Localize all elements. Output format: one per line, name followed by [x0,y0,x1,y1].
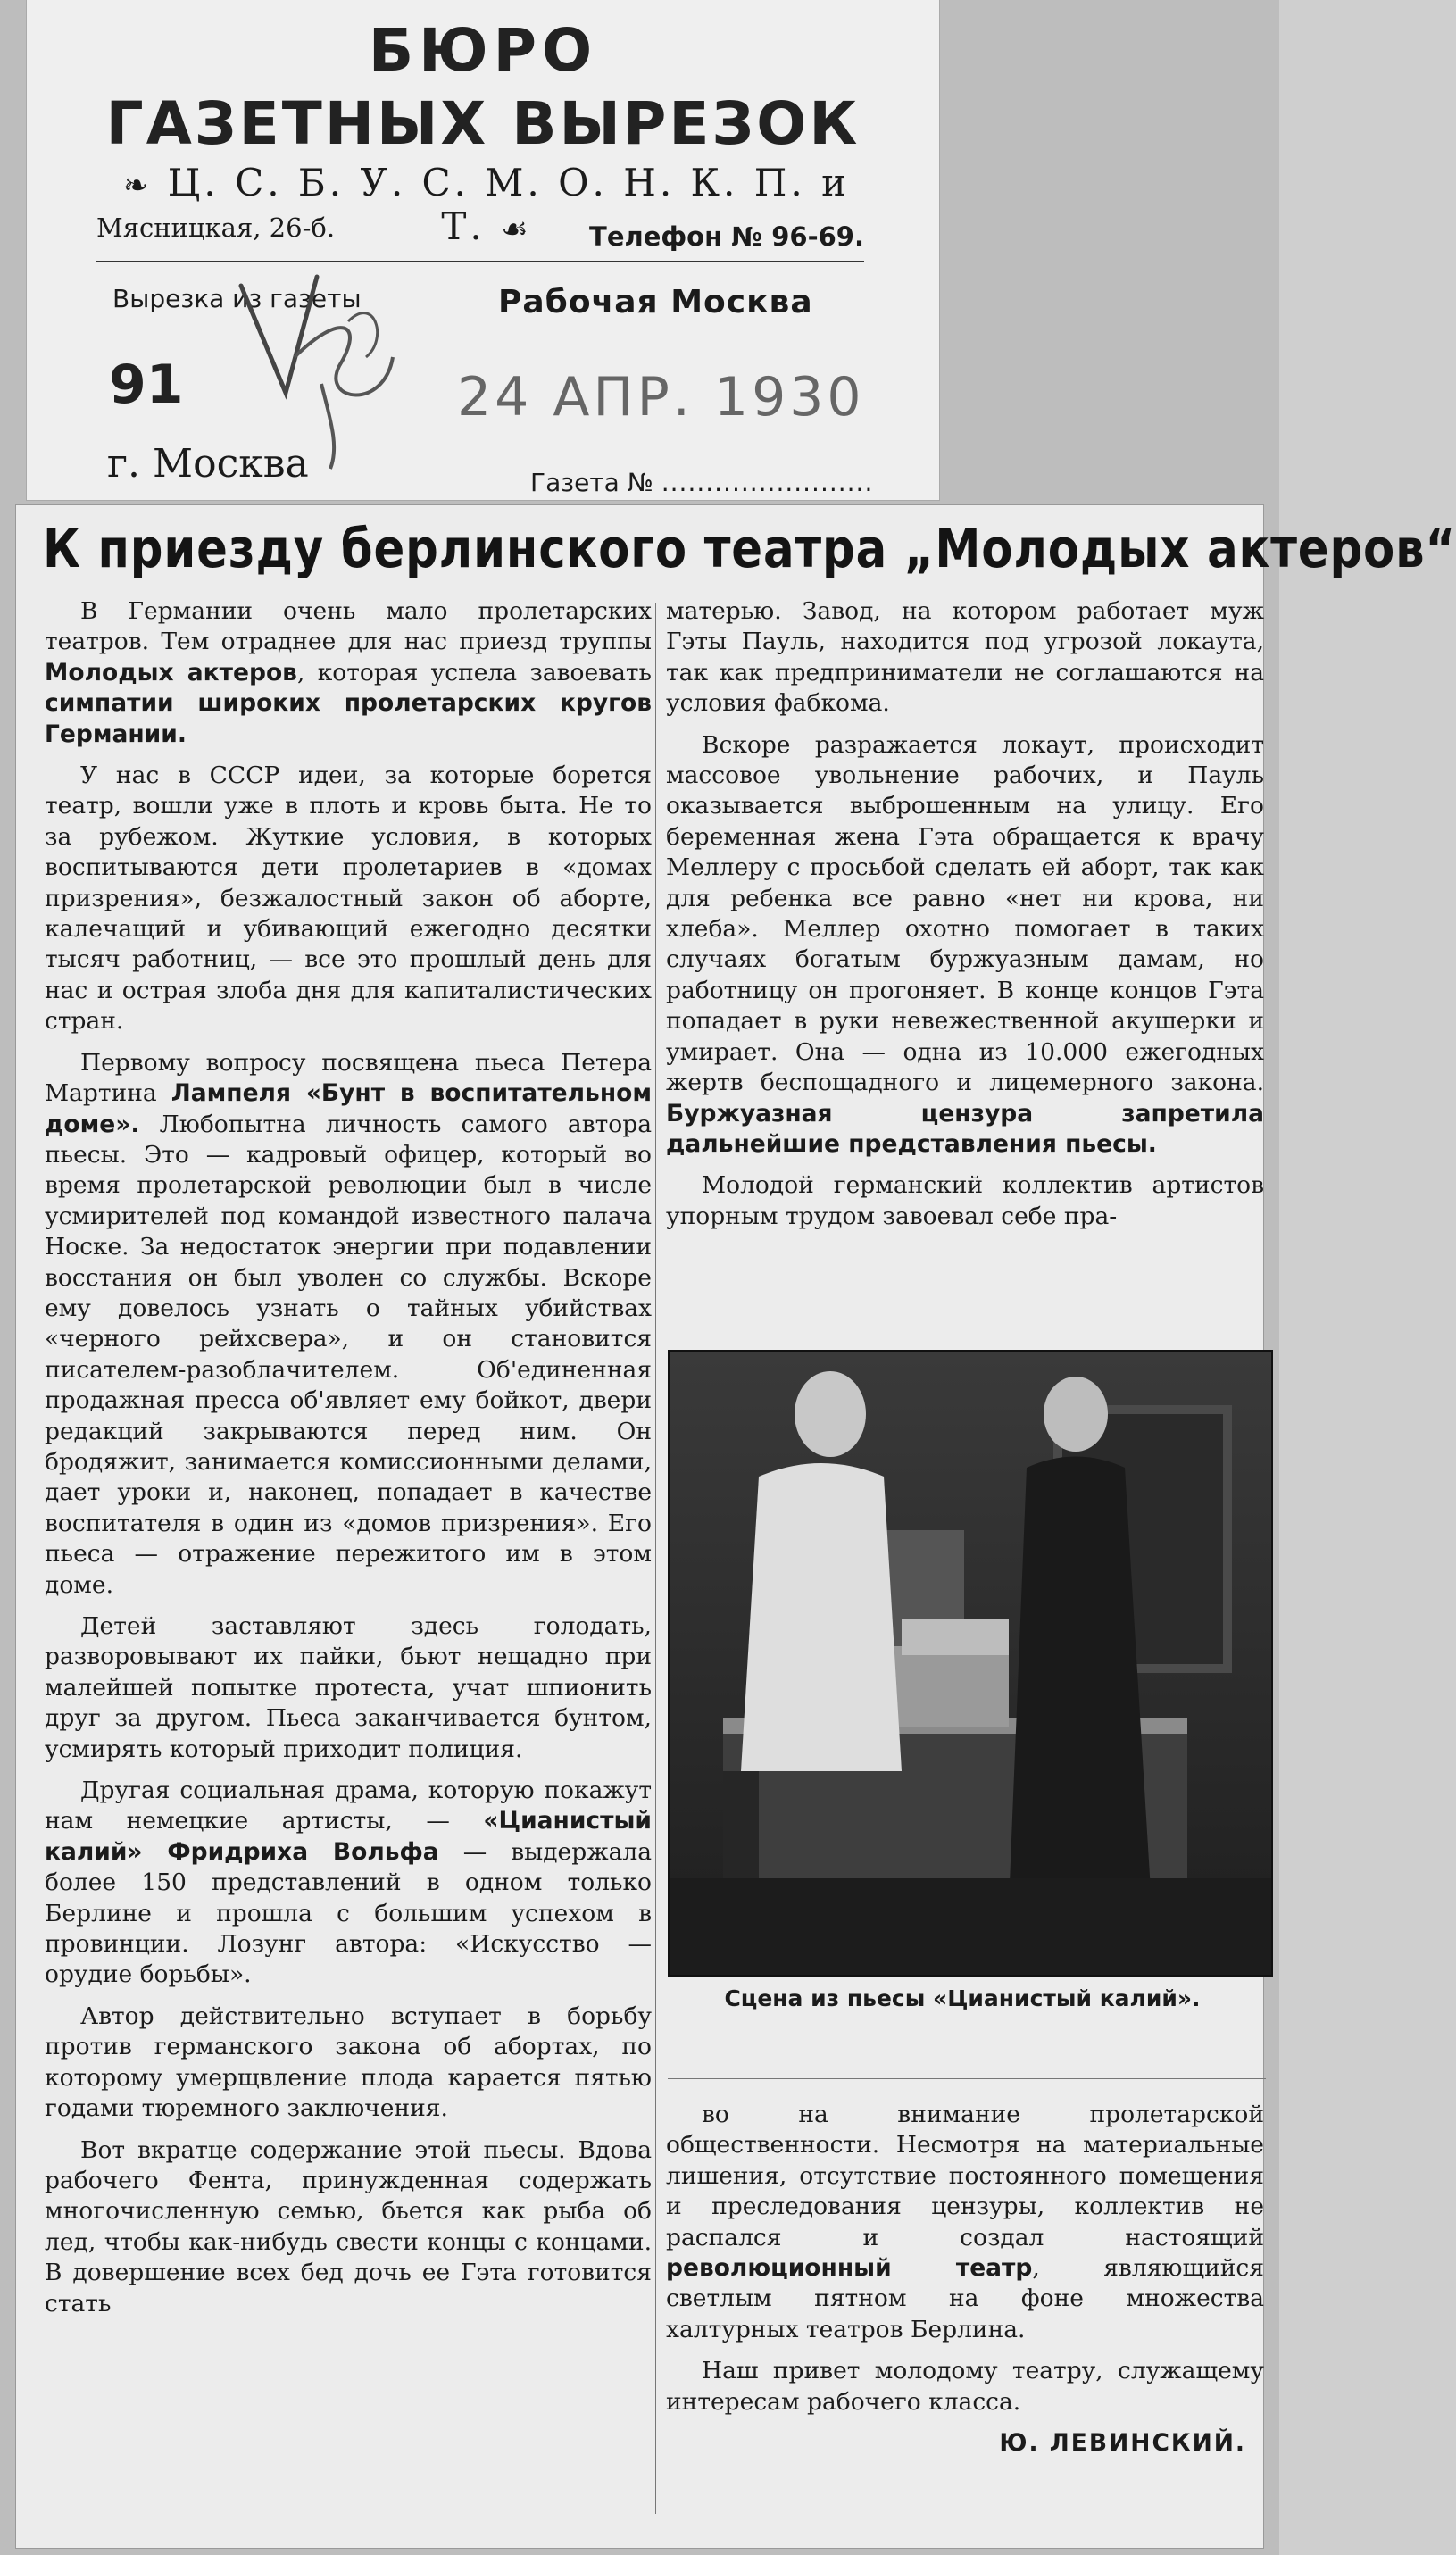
article-paragraph [45,761,652,1037]
bureau-title-line2: ГАЗЕТНЫХ ВЫРЕЗОК [105,89,861,158]
text-run: Автор действительно вступает в борьбу против германского закона об абортах, по которому умерщвление плода карается пятью годами тюремного заключения. [45,2002,652,2123]
text-run: Другая социальная драма, которую покажут нам немецкие артисты, — [45,1777,652,1835]
article-paragraph [666,596,1264,720]
bold-text-run: Буржуазная цензура запретила дальнейшие представления пьесы. [666,1099,1264,1158]
bureau-phone: Телефон № 96-69. [589,221,864,252]
article-paragraph [45,596,652,750]
newspaper-name: Рабочая Москва [498,284,813,320]
clipping-number: 91 [109,354,184,416]
article-right-column-bottom [666,2100,1264,2459]
article-paragraph [666,730,1264,1161]
text-run: Вскоре разражается локаут, происходит массовое увольнение рабочих, и Пауль оказывается выброшенным на улицу. Его беременная жена Гэта обращается к врачу Меллеру с просьбой сделать ей аборт, так как для ребенка все равно «нет ни крова, ни хлеба». Меллер охотно помогает в таких случаях богатым буржуазным дамам, но работницу он прогоняет. В конце концов Гэта попадает в руки невежественной акушерки и умирает. Она — одна из 10.000 ежегодных жертв беспощадного и лицемерного закона. [666,730,1264,1097]
article-paragraph [666,2356,1264,2418]
article-paragraph [45,1611,652,1765]
ornament-left-icon: ❧ [122,168,153,204]
photo-bottom-rule [668,2078,1266,2079]
scene-photo-illustration [670,1352,1271,1975]
gazeta-dotted-line: ........................ [661,468,874,497]
text-run: В Германии очень мало пролетарских театров. Тем отраднее для нас приезд труппы [45,597,652,656]
bureau-address: Мясницкая, 26-б. [96,212,336,243]
clipping-date: 24 АПР. 1930 [457,366,865,429]
author-signature: Ю. ЛЕВИНСКИЙ. [999,2429,1246,2458]
bold-text-run: симпатии широких пролетарских кругов Германии. [45,689,652,748]
article-paragraph [666,2100,1264,2345]
text-run: , которая успела завоевать [296,658,652,687]
bold-text-run: «Цианистый калий» Фридриха Вольфа [45,1807,652,1866]
scene-photo [668,1350,1273,1977]
article-paragraph [666,1170,1264,1232]
gazeta-number-label [530,468,873,497]
article-paragraph [45,1776,652,1991]
bold-text-run: революционный театр [666,2254,1033,2283]
photo-block [650,1350,1275,2062]
cut-from-label: Вырезка из газеты [112,284,362,313]
stamp-divider [96,261,864,262]
clipping-bureau-stamp [27,0,939,500]
text-run: Молодой германский коллектив артистов упорным трудом завоевал себе пра- [666,1171,1264,1230]
text-run: , являющийся светлым пятном на фоне множества халтурных театров Берлина. [666,2254,1264,2343]
bold-text-run: Лампеля «Бунт в воспитательном доме». [45,1079,652,1138]
text-run: — выдержала более 150 представлений в одном только Берлине и прошла с большим успехом в провинции. Лозунг автора: «Искусство — орудие борьбы». [45,1837,652,1989]
bold-text-run: Молодых актеров [45,658,297,687]
organizations-text: Ц. С. Б. У. С. М. О. Н. К. П. и Т. [167,161,851,248]
article-headline: К приезду берлинского театра „Молодых актеров“ [43,518,1456,580]
bureau-title-line1: БЮРО [368,16,598,85]
text-run: Любопытна личность самого автора пьесы. Это — кадровый офицер, который во время пролетарской революции был в числе усмирителей под командой известного палача Носке. За недостаток энергии при подавлении восстания он был уволен со службы. Вскоре ему довелось узнать о тайных убийствах «черного рейхсвера», и он становится писателем-разоблачителем. Об'единенная продажная пресса об'являет ему бойкот, двери редакций закрываются перед ним. Он бродяжит, занимается комиссионными делами, дает уроки и, наконец, попадает в качестве воспитателя в один из «домов призрения». Его пьеса — отражение пережитого им в этом доме. [45,1110,652,1599]
article-clipping [16,505,1456,2548]
article-paragraph [45,2135,652,2319]
text-run: У нас в СССР идеи, за которые борется театр, вошли уже в плоть и кровь быта. Не то за рубежом. Жуткие условия, в которых воспитываются дети пролетариев в «домах призрения», безжалостный закон об аборте, калечащий и убивающий ежегодно десятки тысяч работниц, — все это прошлый день для нас и острая злоба дня для капиталистических стран. [45,762,652,1036]
text-run: во на внимание пролетарской общественности. Несмотря на материальные лишения, отсутствие постоянного помещения и преследования цензуры, коллектив не распался и создал настоящий [666,2101,1264,2251]
text-run: Наш привет молодому театру, служащему интересам рабочего класса. [666,2357,1264,2416]
text-run: Детей заставляют здесь голодать, разворовывают их пайки, бьют нещадно при малейшей попытке протеста, учат шпионить друг за другом. Пьеса заканчивается бунтом, усмирять который приходит полиция. [45,1612,652,1763]
text-run: Первому вопросу посвящена пьеса Петера Мартина [45,1048,652,1108]
article-right-column-top [666,596,1264,1243]
photo-caption: Сцена из пьесы «Цианистый калий». [724,1985,1201,2011]
article-paragraph [45,2002,652,2125]
article-left-column [45,596,652,2330]
handwritten-mark-icon [232,259,402,473]
right-bottom-paragraphs [666,2100,1264,2418]
ornament-right-icon: ☙ [501,212,532,247]
article-paragraph [45,1048,652,1601]
text-run: Вот вкратце содержание этой пьесы. Вдова рабочего Фента, принужденная содержать многочисленную семью, бьется как рыба об лед, чтобы как-нибудь свести концы с концами. В довершение всех бед дочь ее Гэта готовится стать [45,2135,652,2318]
text-run: матерью. Завод, на котором работает муж Гэты Пауль, находится под угрозой локаута, так как предприниматели не соглашаются на условия фабкома. [666,597,1264,718]
city-label: г. Москва [107,441,309,487]
gazeta-label-text: Газета № [530,468,653,497]
